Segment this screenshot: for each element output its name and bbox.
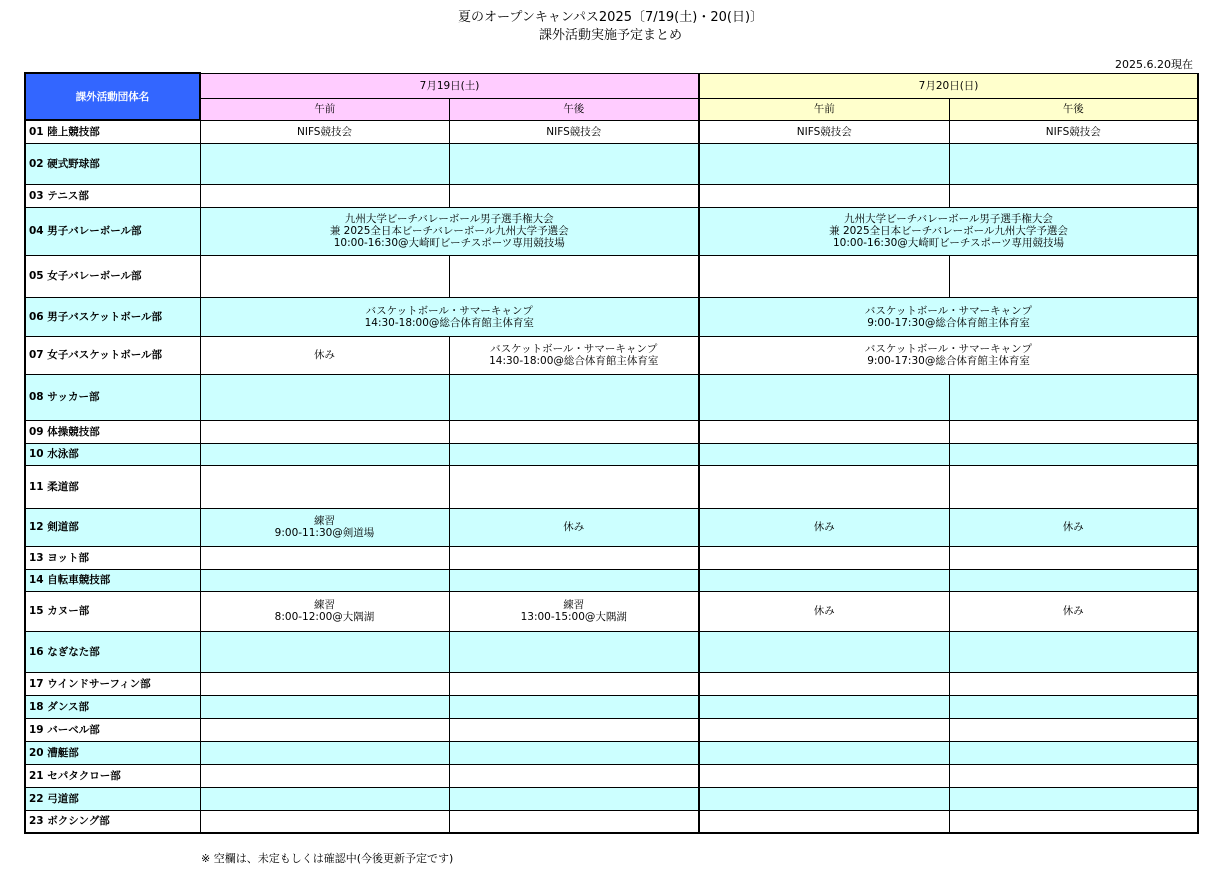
club-name: 04 男子バレーボール部 <box>25 207 200 255</box>
day2-pm-cell <box>949 546 1198 569</box>
day1-am-header: 午前 <box>200 98 449 120</box>
day1-pm-cell <box>449 569 699 591</box>
club-name: 02 硬式野球部 <box>25 143 200 184</box>
table-row <box>25 143 1198 184</box>
event-line: バスケットボール・サマーキャンプ <box>365 304 533 317</box>
day1-event-cell <box>200 297 699 336</box>
day1-pm-cell <box>449 591 699 631</box>
event-line: 兼 2025全日本ビーチバレーボール九州大学予選会 <box>829 225 1068 237</box>
day1-am-cell <box>200 672 449 695</box>
day1-pm-cell <box>449 336 699 374</box>
club-name: 07 女子バスケットボール部 <box>25 336 200 374</box>
day2-pm-cell <box>949 672 1198 695</box>
event-line: 9:00-11:30@剣道場 <box>274 527 375 539</box>
day1-am-cell <box>200 508 449 546</box>
club-name: 19 バーベル部 <box>25 718 200 741</box>
day2-am-cell <box>699 465 949 508</box>
event-line: 9:00-17:30@総合体育館主体育室 <box>867 355 1030 367</box>
day2-am-cell <box>699 420 949 443</box>
day1-am-cell <box>200 569 449 591</box>
day2-pm-cell <box>949 143 1198 184</box>
table-row <box>25 546 1198 569</box>
day2-pm-cell <box>949 695 1198 718</box>
table-row <box>25 420 1198 443</box>
day1-pm-cell <box>449 631 699 672</box>
table-row <box>25 255 1198 297</box>
event-line: 14:30-18:00@総合体育館主体育室 <box>364 316 534 329</box>
day2-am-cell <box>699 764 949 787</box>
event-line: 14:30-18:00@総合体育館主体育室 <box>489 355 659 367</box>
table-row <box>25 297 1198 336</box>
day1-pm-header: 午後 <box>449 98 699 120</box>
day2-event-cell <box>699 336 1198 374</box>
day2-am-cell <box>699 569 949 591</box>
table-row <box>25 764 1198 787</box>
day1-pm-cell <box>449 546 699 569</box>
day2-am-cell <box>699 184 949 207</box>
day2-pm-cell: NIFS競技会 <box>949 120 1198 143</box>
day1-am-cell <box>200 420 449 443</box>
club-name: 23 ボクシング部 <box>25 810 200 833</box>
table-row <box>25 810 1198 833</box>
day2-am-cell <box>699 810 949 833</box>
day2-pm-cell <box>949 631 1198 672</box>
day1-pm-cell <box>449 255 699 297</box>
day2-pm-cell <box>949 443 1198 465</box>
day2-am-cell <box>699 695 949 718</box>
event-line: 13:00-15:00@大隅湖 <box>520 611 627 623</box>
day1-am-cell <box>200 764 449 787</box>
club-name: 01 陸上競技部 <box>25 120 200 143</box>
club-name: 13 ヨット部 <box>25 546 200 569</box>
day1-pm-cell <box>449 184 699 207</box>
day2-pm-cell <box>949 787 1198 810</box>
header-row-periods <box>25 98 1198 120</box>
day1-am-cell <box>200 695 449 718</box>
table-row <box>25 336 1198 374</box>
table-row <box>25 591 1198 631</box>
day1-am-cell: NIFS競技会 <box>200 120 449 143</box>
day2-pm-cell: 休み <box>949 591 1198 631</box>
table-row <box>25 672 1198 695</box>
club-name: 20 漕艇部 <box>25 741 200 764</box>
day1-header: 7月19日(土) <box>200 73 699 98</box>
event-line: バスケットボール・サマーキャンプ <box>864 343 1033 355</box>
day1-pm-cell <box>449 443 699 465</box>
table-row <box>25 184 1198 207</box>
footnote: ※ 空欄は、未定もしくは確認中(今後更新予定です) <box>201 852 454 865</box>
table-row <box>25 787 1198 810</box>
club-column-header: 課外活動団体名 <box>25 73 200 120</box>
day2-pm-cell: 休み <box>949 508 1198 546</box>
day1-am-cell <box>200 443 449 465</box>
day1-am-cell <box>200 718 449 741</box>
day1-am-cell <box>200 741 449 764</box>
page-title: 夏のオープンキャンパス2025〔7/19(土)・20(日)〕 <box>457 10 764 25</box>
day2-am-cell <box>699 374 949 420</box>
club-name: 17 ウインドサーフィン部 <box>25 672 200 695</box>
day1-am-cell <box>200 591 449 631</box>
event-line: バスケットボール・サマーキャンプ <box>490 343 658 355</box>
club-name: 09 体操競技部 <box>25 420 200 443</box>
event-line: バスケットボール・サマーキャンプ <box>864 304 1033 317</box>
day2-am-cell <box>699 718 949 741</box>
day1-pm-cell <box>449 374 699 420</box>
club-name: 03 テニス部 <box>25 184 200 207</box>
club-name: 16 なぎなた部 <box>25 631 200 672</box>
day1-am-cell <box>200 184 449 207</box>
day1-am-cell <box>200 374 449 420</box>
day2-am-cell: 休み <box>699 508 949 546</box>
table-row <box>25 465 1198 508</box>
table-row <box>25 695 1198 718</box>
as-of-date: 2025.6.20現在 <box>1115 58 1193 71</box>
day1-pm-cell <box>449 695 699 718</box>
table-row <box>25 508 1198 546</box>
table-row <box>25 631 1198 672</box>
day2-am-cell <box>699 787 949 810</box>
day1-am-cell <box>200 546 449 569</box>
day2-header: 7月20日(日) <box>699 73 1198 98</box>
day1-pm-cell <box>449 787 699 810</box>
day2-am-cell: NIFS競技会 <box>699 120 949 143</box>
day2-am-cell <box>699 546 949 569</box>
club-name: 11 柔道部 <box>25 465 200 508</box>
club-name: 10 水泳部 <box>25 443 200 465</box>
page-subtitle: 課外活動実施予定まとめ <box>538 28 682 43</box>
table-row <box>25 741 1198 764</box>
day2-pm-cell <box>949 810 1198 833</box>
day2-pm-cell <box>949 569 1198 591</box>
day1-event-cell <box>200 207 699 255</box>
table-row <box>25 443 1198 465</box>
day2-am-cell: 休み <box>699 591 949 631</box>
day1-pm-cell <box>449 420 699 443</box>
day2-am-cell <box>699 672 949 695</box>
event-line: 8:00-12:00@大隅湖 <box>274 611 375 623</box>
day2-pm-cell <box>949 465 1198 508</box>
day1-pm-cell <box>449 810 699 833</box>
day2-pm-cell <box>949 255 1198 297</box>
header-row-days <box>25 73 1198 98</box>
event-line: 9:00-17:30@総合体育館主体育室 <box>867 316 1030 329</box>
day2-pm-cell <box>949 374 1198 420</box>
event-line: 練習 <box>314 599 335 611</box>
club-name: 06 男子バスケットボール部 <box>25 297 200 336</box>
day1-pm-cell <box>449 764 699 787</box>
day2-pm-cell <box>949 718 1198 741</box>
club-name: 18 ダンス部 <box>25 695 200 718</box>
schedule-table <box>24 72 1199 834</box>
day1-pm-cell <box>449 672 699 695</box>
club-name: 22 弓道部 <box>25 787 200 810</box>
table-row <box>25 120 1198 143</box>
day2-event-cell <box>699 207 1198 255</box>
day2-am-header: 午前 <box>699 98 949 120</box>
day2-am-cell <box>699 631 949 672</box>
day1-pm-cell: NIFS競技会 <box>449 120 699 143</box>
day1-pm-cell <box>449 465 699 508</box>
day1-am-cell <box>200 787 449 810</box>
table-row <box>25 374 1198 420</box>
day1-am-cell <box>200 465 449 508</box>
event-line: 練習 <box>314 515 335 527</box>
day2-pm-cell <box>949 764 1198 787</box>
day1-am-cell <box>200 810 449 833</box>
club-name: 21 セパタクロー部 <box>25 764 200 787</box>
table-row <box>25 569 1198 591</box>
club-name: 15 カヌー部 <box>25 591 200 631</box>
day2-am-cell <box>699 741 949 764</box>
day2-event-cell <box>699 297 1198 336</box>
event-line: 九州大学ビーチバレーボール男子選手権大会 <box>844 213 1053 225</box>
club-name: 08 サッカー部 <box>25 374 200 420</box>
day2-pm-cell <box>949 184 1198 207</box>
day2-am-cell <box>699 143 949 184</box>
event-line: 10:00-16:30@大崎町ビーチスポーツ専用競技場 <box>833 237 1065 249</box>
day2-pm-cell <box>949 420 1198 443</box>
day2-am-cell <box>699 443 949 465</box>
table-row <box>25 718 1198 741</box>
day1-pm-cell: 休み <box>449 508 699 546</box>
day1-am-cell <box>200 631 449 672</box>
event-line: 兼 2025全日本ビーチバレーボール九州大学予選会 <box>329 225 569 237</box>
day1-pm-cell <box>449 143 699 184</box>
day1-am-cell <box>200 143 449 184</box>
day1-am-cell <box>200 255 449 297</box>
table-row <box>25 207 1198 255</box>
day2-pm-cell <box>949 741 1198 764</box>
club-name: 05 女子バレーボール部 <box>25 255 200 297</box>
day1-pm-cell <box>449 741 699 764</box>
event-line: 九州大学ビーチバレーボール男子選手権大会 <box>344 213 554 225</box>
event-line: 10:00-16:30@大崎町ビーチスポーツ専用競技場 <box>333 237 565 249</box>
club-name: 14 自転車競技部 <box>25 569 200 591</box>
day2-am-cell <box>699 255 949 297</box>
event-line: 練習 <box>563 599 585 611</box>
day2-pm-header: 午後 <box>949 98 1198 120</box>
day1-pm-cell <box>449 718 699 741</box>
club-name: 12 剣道部 <box>25 508 200 546</box>
day1-am-cell: 休み <box>200 336 449 374</box>
